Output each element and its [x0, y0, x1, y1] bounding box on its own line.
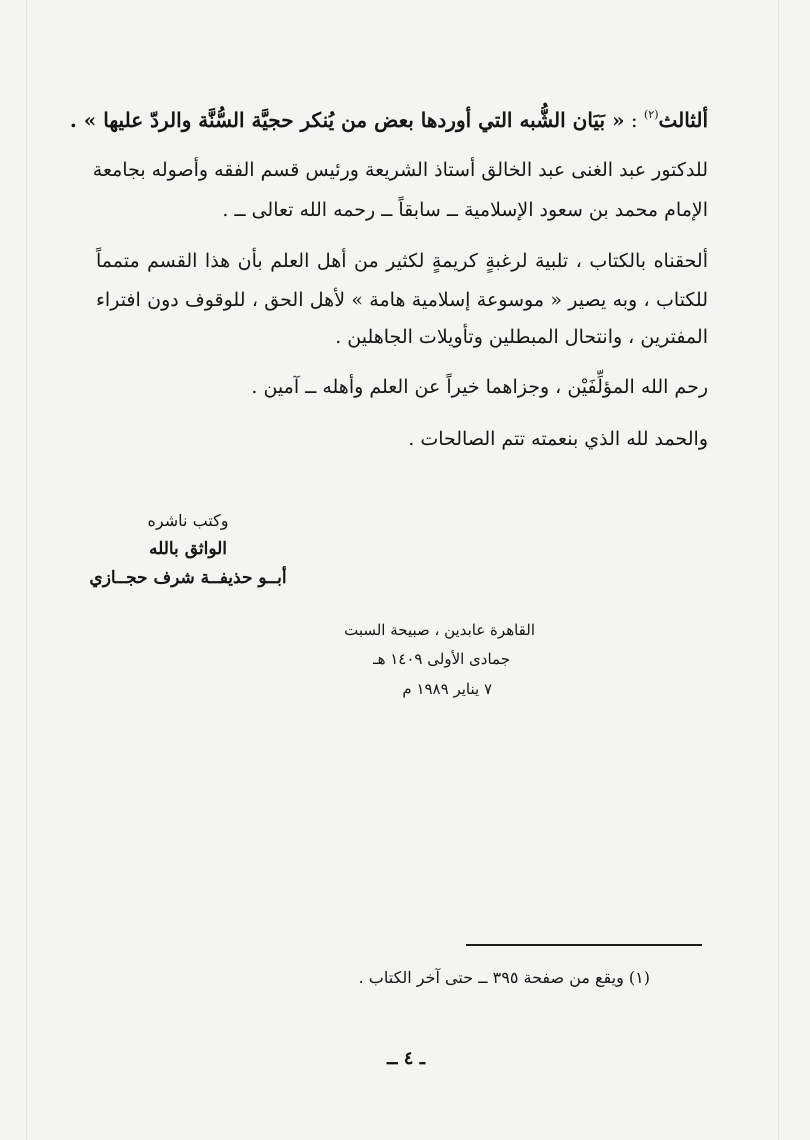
footnote-text: (١) ويقع من صفحة ٣٩٥ ــ حتى آخر الكتاب .: [358, 968, 650, 987]
scan-edge-left: [26, 0, 27, 1140]
paragraph-2-line-2: للكتاب ، وبه يصير « موسوعة إسلامية هامة » لأهل الحق ، للوقوف دون افتراء: [96, 289, 708, 311]
heading-separator: :: [624, 108, 644, 132]
page-number: ـ ٤ ــ: [386, 1048, 426, 1069]
heading-title: « بَيَان الشُّبه التي أوردها بعض من يُنكر حجيَّة السُّنَّة والردّ عليها » .: [69, 108, 625, 132]
signature-intro: وكتب ناشره: [147, 511, 229, 530]
dateline-hijri: جمادى الأولى ١٤٠٩ هـ: [373, 650, 510, 668]
paragraph-1-line-2: الإمام محمد بن سعود الإسلامية ــ سابقاً ــ رحمه الله تعالى ــ .: [222, 199, 708, 221]
signature-name: أبــو حذيفــة شرف حجــازي: [89, 568, 287, 588]
paragraph-2-line-3: المفترين ، وانتحال المبطلين وتأويلات الجاهلين .: [335, 326, 708, 348]
scan-edge-right: [778, 0, 779, 1140]
signature-title: الواثق بالله: [148, 539, 228, 559]
dateline-place: القاهرة عابدين ، صبيحة السبت: [344, 621, 535, 639]
section-heading: [69, 100, 708, 135]
footnote-divider: [466, 944, 702, 946]
paragraph-4-line-1: والحمد لله الذي بنعمته تتم الصالحات .: [408, 428, 708, 450]
paragraph-2-line-1: ألحقناه بالكتاب ، تلبية لرغبةٍ كريمةٍ لكثير من أهل العلم بأن هذا القسم متمماً: [96, 250, 709, 272]
dateline-gregorian: ٧ يناير ١٩٨٩ م: [402, 680, 492, 698]
paragraph-3-line-1: رحم الله المؤلِّفَيْن ، وجزاهما خيراً عن العلم وأهله ــ آمين .: [251, 376, 708, 398]
paragraph-1-line-1: للدكتور عبد الغنى عبد الخالق أستاذ الشريعة ورئيس قسم الفقه وأصوله بجامعة: [92, 159, 708, 181]
heading-lead: ألثالث: [658, 108, 708, 132]
heading-footnote-mark: (٢): [643, 108, 659, 121]
